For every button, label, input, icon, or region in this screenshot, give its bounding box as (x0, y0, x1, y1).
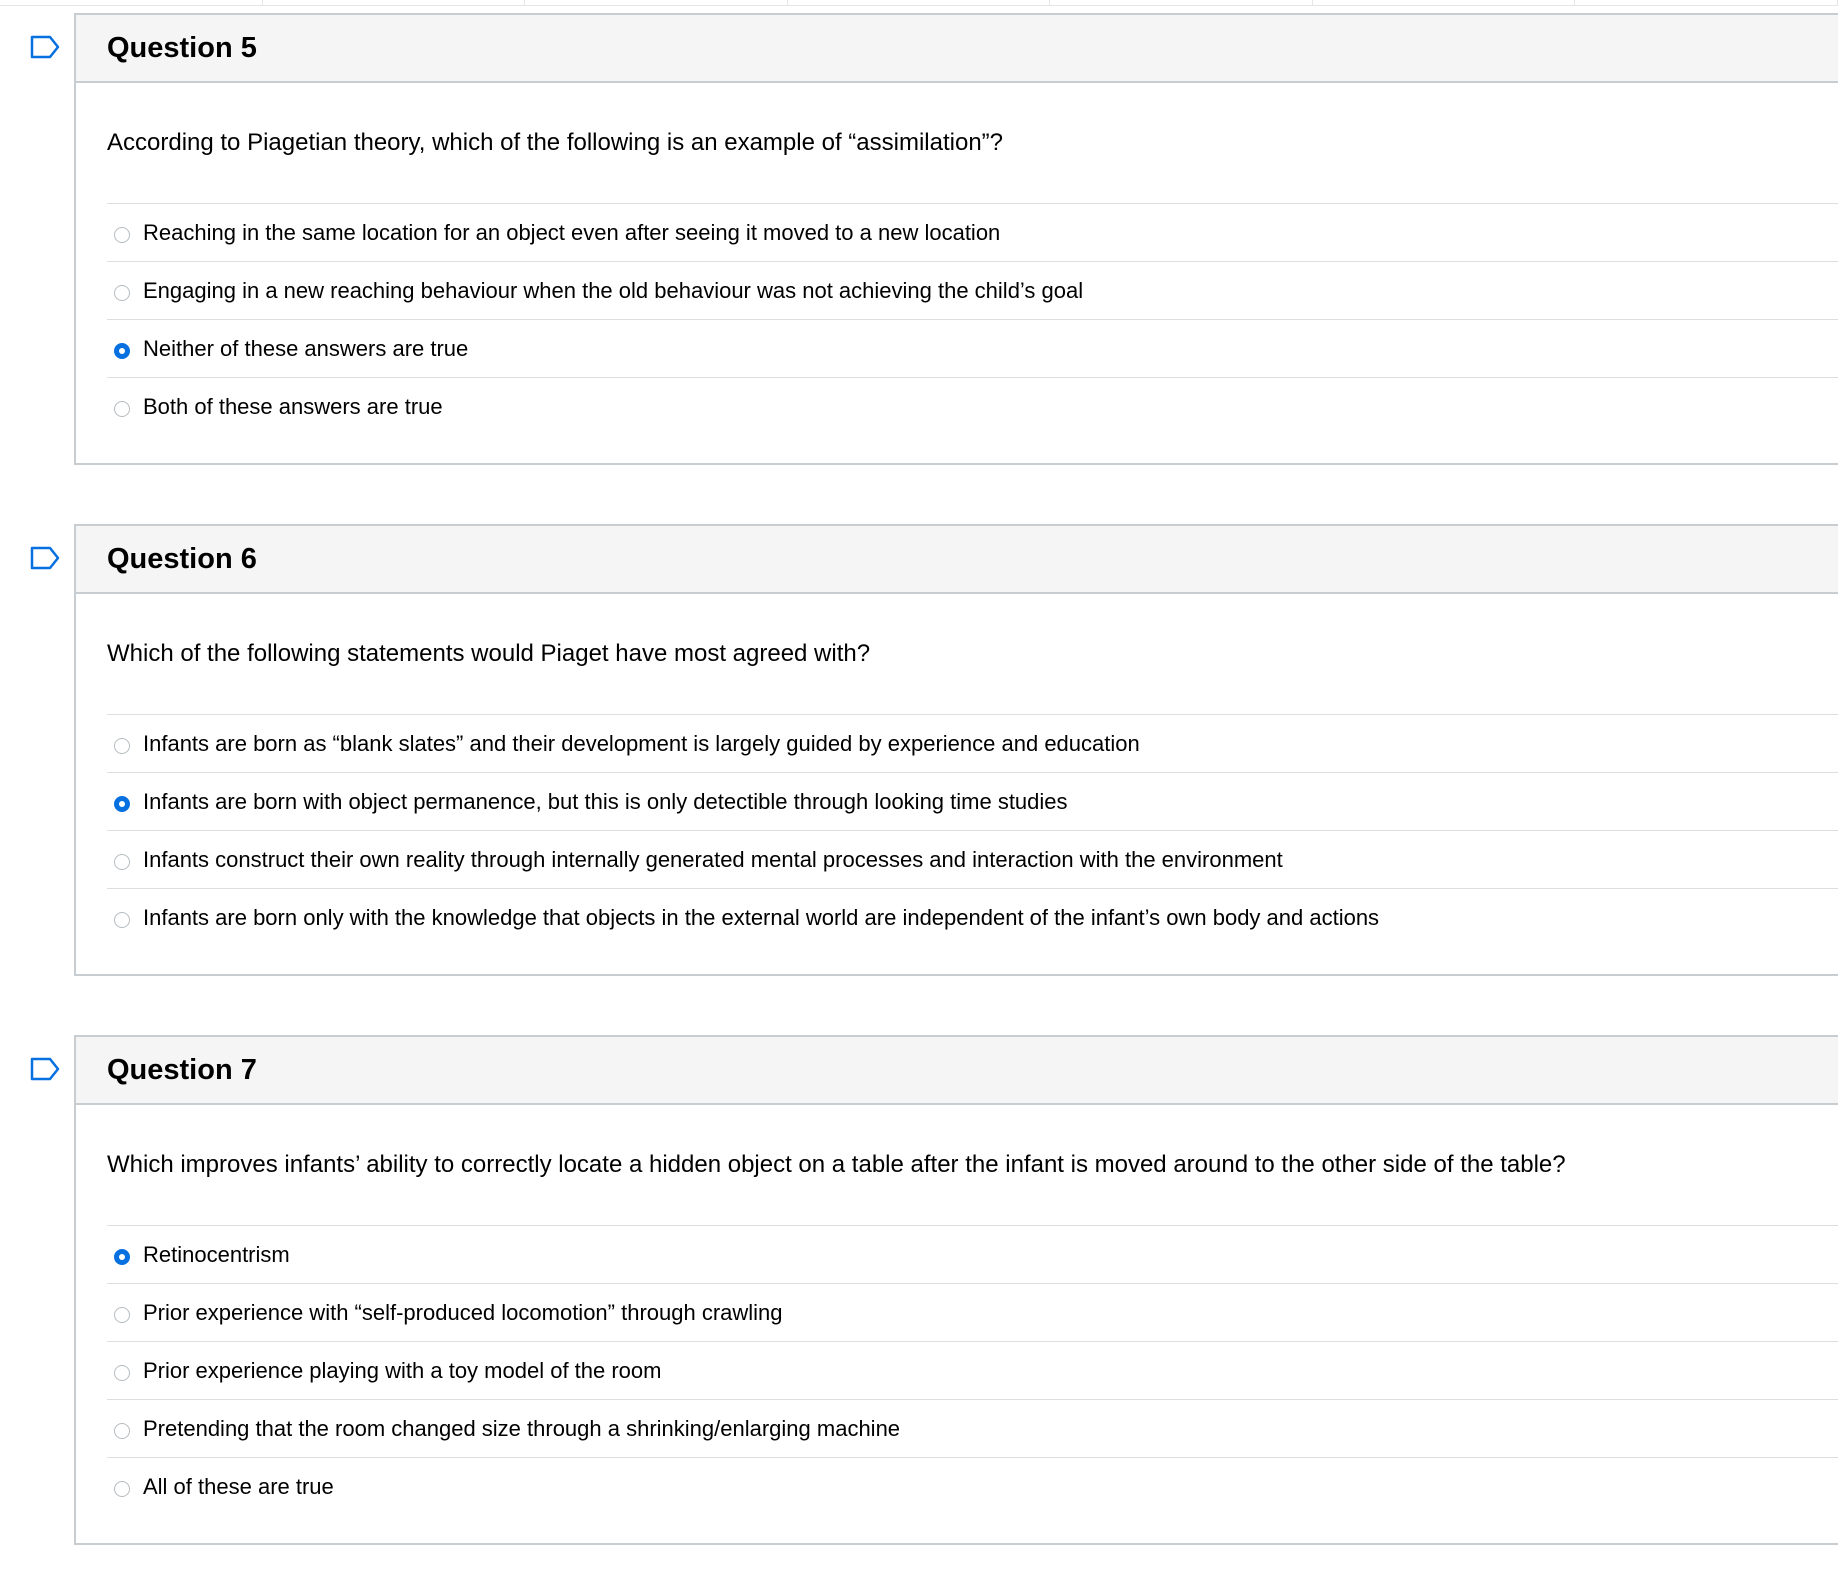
answer-option[interactable] (107, 1342, 1838, 1400)
radio-button[interactable] (114, 1365, 130, 1381)
top-tab-strip (0, 0, 1838, 6)
question-body (76, 594, 1838, 974)
radio-button[interactable] (114, 1423, 130, 1439)
answer-label: Retinocentrism (143, 1241, 290, 1267)
question-text: Which of the following statements would Piaget have most agreed with? (107, 594, 1838, 715)
question-6 (74, 524, 1838, 976)
radio-button[interactable] (114, 738, 130, 754)
answer-option[interactable] (107, 889, 1838, 946)
question-footer-space (107, 946, 1838, 974)
top-strip-segment (0, 0, 263, 5)
answer-label: Infants are born as “blank slates” and their development is largely guided by experience and education (143, 730, 1140, 756)
answer-label: Prior experience playing with a toy model of the room (143, 1357, 662, 1383)
question-header (76, 15, 1838, 83)
flag-question-icon[interactable] (30, 1057, 60, 1081)
radio-button[interactable] (114, 227, 130, 243)
answer-label: All of these are true (143, 1473, 334, 1499)
answer-label: Infants construct their own reality through internally generated mental processes and interaction with the environment (143, 846, 1283, 872)
top-strip-segment (1050, 0, 1313, 5)
flag-question-icon[interactable] (30, 35, 60, 59)
radio-button[interactable] (114, 343, 130, 359)
question-header (76, 526, 1838, 594)
answer-list (107, 204, 1838, 435)
flag-question-icon[interactable] (30, 546, 60, 570)
question-body (76, 83, 1838, 463)
answer-label: Engaging in a new reaching behaviour when the old behaviour was not achieving the child’s goal (143, 277, 1084, 303)
answer-option[interactable] (107, 262, 1838, 320)
question-header (76, 1037, 1838, 1105)
answer-option[interactable] (107, 1226, 1838, 1284)
answer-label: Pretending that the room changed size through a shrinking/enlarging machine (143, 1415, 901, 1441)
answer-option[interactable] (107, 1400, 1838, 1458)
answer-option[interactable] (107, 204, 1838, 262)
question-footer-space (107, 1515, 1838, 1543)
answer-option[interactable] (107, 831, 1838, 889)
radio-button[interactable] (114, 796, 130, 812)
top-strip-segment (525, 0, 788, 5)
answer-label: Prior experience with “self-produced locomotion” through crawling (143, 1299, 783, 1325)
top-strip-segment (263, 0, 526, 5)
top-strip-segment (1313, 0, 1576, 5)
answer-option[interactable] (107, 773, 1838, 831)
answer-option[interactable] (107, 1284, 1838, 1342)
radio-button[interactable] (114, 912, 130, 928)
radio-button[interactable] (114, 1307, 130, 1323)
answer-option[interactable] (107, 1458, 1838, 1515)
answer-label: Reaching in the same location for an object even after seeing it moved to a new location (143, 219, 1001, 245)
radio-button[interactable] (114, 401, 130, 417)
answer-list (107, 1226, 1838, 1515)
answer-label: Neither of these answers are true (143, 335, 469, 361)
top-strip-segment (1575, 0, 1838, 5)
answer-label: Infants are born only with the knowledge that objects in the external world are independent of the infant’s own body and actions (143, 904, 1380, 930)
answer-label: Both of these answers are true (143, 393, 443, 419)
question-text: According to Piagetian theory, which of the following is an example of “assimilation”? (107, 83, 1838, 204)
question-title: Question 5 (107, 31, 257, 64)
answer-option[interactable] (107, 715, 1838, 773)
radio-button[interactable] (114, 1481, 130, 1497)
radio-button[interactable] (114, 1249, 130, 1265)
question-text: Which improves infants’ ability to correctly locate a hidden object on a table after the infant is moved around to the other side of the table? (107, 1105, 1838, 1226)
question-footer-space (107, 435, 1838, 463)
question-body (76, 1105, 1838, 1543)
question-7 (74, 1035, 1838, 1545)
answer-option[interactable] (107, 320, 1838, 378)
radio-button[interactable] (114, 854, 130, 870)
question-title: Question 7 (107, 1053, 257, 1086)
top-strip-segment (788, 0, 1051, 5)
radio-button[interactable] (114, 285, 130, 301)
answer-label: Infants are born with object permanence, but this is only detectible through looking time studies (143, 788, 1068, 814)
answer-list (107, 715, 1838, 946)
question-title: Question 6 (107, 542, 257, 575)
question-5 (74, 13, 1838, 465)
answer-option[interactable] (107, 378, 1838, 435)
